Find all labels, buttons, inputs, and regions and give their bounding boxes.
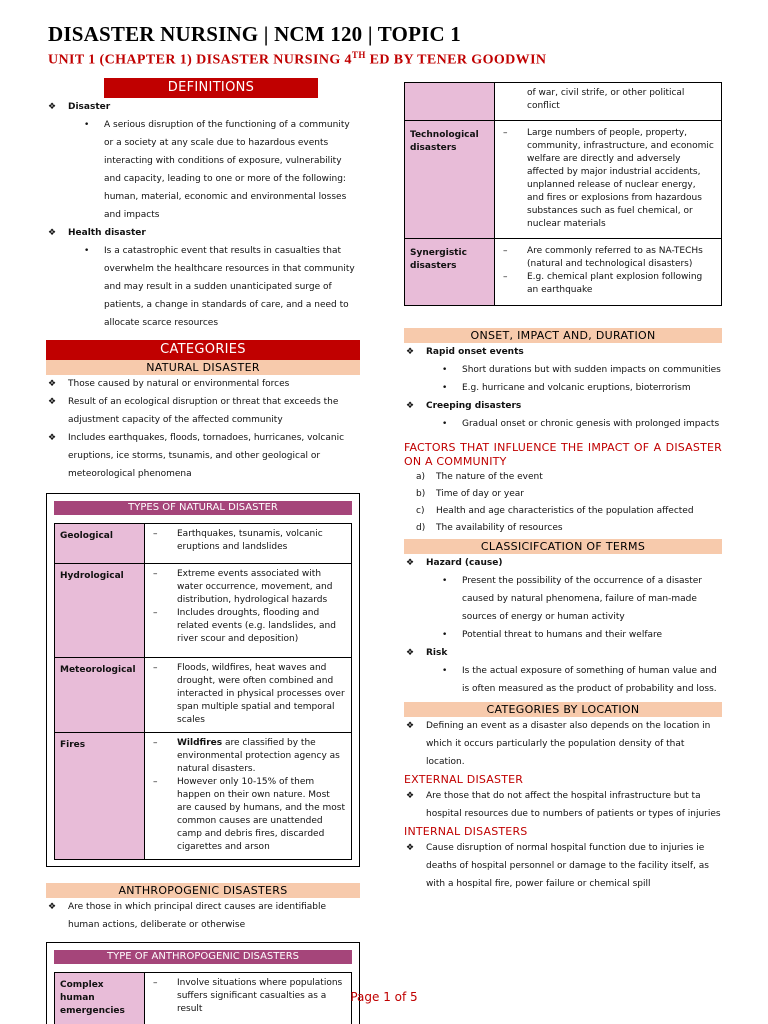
table-row: [55, 733, 352, 860]
table-desc-item: – Floods, wildfires, heat waves and drought, were often combined and interacted in physical processes over span multiple spatial and temporal scales: [153, 663, 345, 725]
classification-sub: • Is the actual exposure of something of human value and is often measured as the product of probability and loss.: [442, 666, 717, 694]
page-title: DISASTER NURSING | NCM 120 | TOPIC 1: [48, 22, 461, 46]
table-desc-cell: – Large numbers of people, property, community, infrastructure, and economic welfare are directly and adversely affected by major industrial accidents, unplanned release of nuclear energy, and fires or explosions from hazardous substances such as fuel chemical, or nuclear materials: [495, 121, 722, 239]
internal-disaster-text: ❖ Cause disruption of normal hospital function due to injuries ie deaths of hospital personnel or damage to the facility itself, as with a hospital fire, power failure or chemical spill: [406, 843, 709, 889]
table-desc-cell: [145, 524, 352, 564]
onset-term: ❖ Rapid onset events: [406, 347, 524, 357]
anthro-table-title: TYPE OF ANTHROPOGENIC DISASTERS: [54, 950, 352, 964]
onset-term: ❖ Creeping disasters: [406, 401, 522, 411]
natural-bullet: ❖ Includes earthquakes, floods, tornadoes, hurricanes, volcanic eruptions, ice storms, tsunamis, and other geological or meteorological phenomena: [48, 433, 345, 479]
definitions-heading: DEFINITIONS: [104, 78, 318, 98]
table-desc-cell: of war, civil strife, or other political conflict: [495, 83, 722, 121]
classification-term: ❖ Hazard (cause): [406, 558, 503, 568]
table-row: [405, 83, 722, 121]
right-column: [404, 82, 722, 893]
table-desc-cell: [145, 658, 352, 733]
classification-sub: • Present the possibility of the occurrence of a disaster caused by natural phenomena, failure of man-made sources of energy or human activity: [442, 576, 702, 622]
table-desc-item: – Earthquakes, tsunamis, volcanic eruptions and landslides: [153, 529, 323, 552]
factor-item: d) The availability of resources: [416, 523, 563, 533]
table-type-cell: Geological: [55, 524, 145, 564]
table-type-cell: Technological disasters: [405, 121, 495, 239]
table-desc-item: – E.g. chemical plant explosion following an earthquake: [503, 272, 703, 295]
location-heading: CATEGORIES BY LOCATION: [404, 702, 722, 717]
table-desc-item: – Wildfires are classified by the environmental protection agency as natural disasters.: [153, 738, 340, 774]
table-desc-item: – Are commonly referred to as NA-TECHs (natural and technological disasters): [503, 246, 703, 269]
onset-sub: • E.g. hurricane and volcanic eruptions, bioterrorism: [442, 383, 691, 393]
natural-disaster-table-box: [46, 493, 360, 867]
table-desc-cell: [495, 239, 722, 306]
anthropogenic-bullet: ❖ Are those in which principal direct causes are identifiable human actions, deliberate or otherwise: [48, 902, 327, 930]
classification-heading: CLASSICIFCATION OF TERMS: [404, 539, 722, 554]
page-number: Page 1 of 5: [350, 990, 418, 1004]
onset-sub: • Gradual onset or chronic genesis with prolonged impacts: [442, 419, 720, 429]
table-desc-cell: [145, 733, 352, 860]
left-column: [46, 78, 360, 1024]
categories-heading: CATEGORIES: [46, 340, 360, 360]
table-desc-item: – Extreme events associated with water occurrence, movement, and distribution, hydrological hazards: [153, 569, 333, 605]
table-type-cell: Fires: [55, 733, 145, 860]
factor-item: c) Health and age characteristics of the population affected: [416, 506, 694, 516]
anthropogenic-heading: ANTHROPOGENIC DISASTERS: [46, 883, 360, 898]
internal-disaster-heading: INTERNAL DISASTERS: [404, 825, 528, 838]
natural-bullet-list: [46, 375, 360, 483]
external-disaster-heading: EXTERNAL DISASTER: [404, 773, 524, 786]
factors-heading: FACTORS THAT INFLUENCE THE IMPACT OF A DISASTER ON A COMMUNITY: [404, 441, 722, 468]
table-desc-cell: [145, 564, 352, 658]
definition-term: ❖ Health disaster: [48, 228, 146, 238]
factors-list: [404, 469, 722, 537]
onset-sub: • Short durations but with sudden impacts on communities: [442, 365, 721, 375]
table-type-cell: Meteorological: [55, 658, 145, 733]
table-row: [55, 564, 352, 658]
classification-term: ❖ Risk: [406, 648, 448, 658]
table-row: [55, 524, 352, 564]
table-desc-cell: – Involve situations where populations suffers significant casualties as a result: [145, 973, 352, 1024]
definition-text: • Is a catastrophic event that results in casualties that overwhelm the healthcare resources in that community and may result in a sudden unanticipated surge of patients, a change in standards of care, and a need to allocate scarce resources: [84, 246, 355, 328]
onset-heading: ONSET, IMPACT AND, DURATION: [404, 328, 722, 343]
factor-item: b) Time of day or year: [416, 489, 524, 499]
table-type-cell: Synergistic disasters: [405, 239, 495, 306]
location-intro: ❖ Defining an event as a disaster also depends on the location in which it occurs particularly the population density of that location.: [406, 721, 711, 767]
anthropogenic-table-continued: [404, 82, 722, 306]
table-type-cell: Hydrological: [55, 564, 145, 658]
table-row: [405, 121, 722, 239]
anthropogenic-bullet-list: [46, 898, 360, 934]
factor-item: a) The nature of the event: [416, 472, 543, 482]
natural-table-title: TYPES OF NATURAL DISASTER: [54, 501, 352, 515]
table-desc-item: – Includes droughts, flooding and related events (e.g. landslides, and river scour and deposition): [153, 608, 336, 644]
natural-bullet: ❖ Result of an ecological disruption or threat that exceeds the adjustment capacity of the affected community: [48, 397, 339, 425]
table-row: [405, 239, 722, 306]
natural-disaster-table: [54, 523, 352, 860]
natural-disaster-heading: NATURAL DISASTER: [46, 360, 360, 375]
external-disaster-text: ❖ Are those that do not affect the hospital infrastructure but ta hospital resources due to numbers of patients or types of injuries: [406, 791, 721, 819]
table-row: [55, 658, 352, 733]
table-desc-item: – However only 10-15% of them happen on their own nature. Most are caused by humans, and the most common causes are unattended camp and debris fires, discarded cigarettes and arson: [153, 777, 346, 852]
anthropogenic-table-box: [46, 942, 360, 1024]
table-type-cell: Complex human emergencies: [55, 973, 145, 1024]
classification-sub: • Potential threat to humans and their welfare: [442, 630, 663, 640]
page-subtitle: UNIT 1 (CHAPTER 1) DISASTER NURSING 4TH ED BY TENER GOODWIN: [48, 50, 547, 68]
natural-bullet: ❖ Those caused by natural or environmental forces: [48, 379, 290, 389]
definition-text: • A serious disruption of the functioning of a community or a society at any scale due to hazardous events interacting with conditions of exposure, vulnerability and capacity, leading to one or more of the following: human, material, economic and environmental losses and impacts: [84, 120, 350, 220]
definition-term: ❖ Disaster: [48, 102, 111, 112]
